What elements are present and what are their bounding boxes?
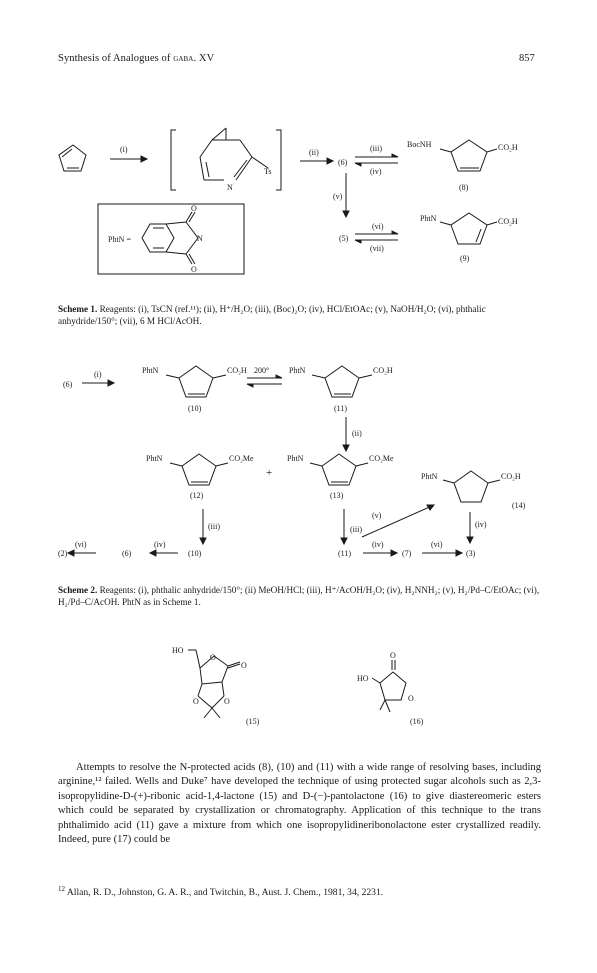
- s2-label-phtn-13: PhtN: [287, 454, 304, 463]
- s2-label-10: (10): [188, 404, 202, 413]
- bracket-right: [276, 130, 281, 190]
- s2-label-co2me-13: CO₂Me: [369, 454, 394, 463]
- s2-label-10b: (10): [188, 549, 202, 558]
- s2-label-13: (13): [330, 491, 344, 500]
- s2-label-vi-bottom: (vi): [431, 540, 443, 549]
- s2-label-11b: (11): [338, 549, 352, 558]
- phthalimide-structure: [142, 212, 198, 264]
- s2-label-temp: 200°: [254, 366, 270, 375]
- scheme-1-caption: Scheme 1. Reagents: (i), TsCN (ref.¹¹); (ii), H⁺/H₂O; (iii), (Boc)₂O; (iv), HCl/EtOAc; (v), NaOH/H₂O; (vi), phthalic anhydride/150°; (vii), 6 M HCl/AcOH.: [58, 304, 486, 326]
- label-bocnh: BocNH: [407, 140, 432, 149]
- label-co2h-8: CO₂H: [498, 143, 518, 152]
- label-5: (5): [339, 234, 349, 243]
- label-n: N: [227, 183, 233, 192]
- s16-label-o-ring: O: [408, 694, 414, 703]
- label-phthalimide-n: N: [197, 234, 203, 243]
- label-co2h-9: CO₂H: [498, 217, 518, 226]
- s15-label-ho: HO: [172, 646, 184, 655]
- label-iii: (iii): [370, 144, 382, 153]
- label-phtn-eq: PhtN =: [108, 235, 131, 244]
- s2-label-co2h-10: CO₂H: [227, 366, 247, 375]
- s2-label-ii: (ii): [352, 429, 362, 438]
- s2-label-2: (2): [58, 549, 68, 558]
- scheme-2-diagram: [0, 340, 597, 600]
- compound-12-ring: [182, 454, 216, 485]
- s15-label-o-right: O: [224, 697, 230, 706]
- footnote: $^{12}$ Allan, R. D., Johnston, G. A. R., and Twitchin, B., Aust. J. Chem., 1981, 34, 2231.: [58, 885, 384, 899]
- s2-label-6: (6): [63, 380, 73, 389]
- compound-14-ring: [454, 471, 488, 502]
- s2-label-iv-bottom: (iv): [372, 540, 384, 549]
- s2-label-phtn-11: PhtN: [289, 366, 306, 375]
- s2-label-phtn-12: PhtN: [146, 454, 163, 463]
- s2-label-co2h-14: CO₂H: [501, 472, 521, 481]
- label-ts: Ts: [264, 167, 272, 176]
- running-title: Synthesis of Analogues of gaba. XV: [58, 53, 215, 64]
- s2-label-co2h-11: CO₂H: [373, 366, 393, 375]
- scheme-2-caption: Scheme 2. Reagents: (i), phthalic anhydride/150°; (ii) MeOH/HCl; (iii), H⁺/AcOH/H₂O; (iv), H₂NNH₂; (v), H₂/Pd–C/EtOAc; (vi), H₂/Pd–C/AcOH. PhtN as in Scheme 1.: [58, 585, 540, 607]
- label-ii: (ii): [309, 148, 319, 157]
- s16-label-ho: HO: [357, 674, 369, 683]
- structure-16: [372, 660, 406, 712]
- bicyclic-intermediate: [200, 128, 268, 180]
- bracket-left: [171, 130, 176, 190]
- s2-label-6b: (6): [122, 549, 132, 558]
- body-paragraph: Attempts to resolve the N-protected acids (8), (10) and (11) with a wide range of resolving bases, including arginine,¹² failed. Wells and Duke⁷ have developed the technique of using protected sugar alcohols such as 2,3-isopropylidine-D-(+)-ribonic acid-1,4-lactone (15) and D-(−)-pantolactone (16) to give diastereomeric esters which could be separated by crystallization or chromatography. Application of this technique to the trans phthalimido acid (11) gave a mixture from which one isopropylidineribonolactone ester crystallized readily. Indeed, pure (17) could be: [58, 762, 541, 846]
- arrow-s2-v: [362, 505, 434, 537]
- label-o-bottom: O: [191, 265, 197, 274]
- s2-label-11: (11): [334, 404, 348, 413]
- label-vi: (vi): [372, 222, 384, 231]
- s2-label-co2me-12: CO₂Me: [229, 454, 254, 463]
- compound-11-ring: [325, 366, 359, 397]
- cyclopentadiene-ring: [59, 145, 86, 171]
- label-vii: (vii): [370, 244, 384, 253]
- s2-plus: +: [266, 467, 273, 479]
- s2-label-iv-right: (iv): [475, 520, 487, 529]
- label-o-top: O: [191, 204, 197, 213]
- s2-label-phtn-14: PhtN: [421, 472, 438, 481]
- s15-label-o-carbonyl: O: [241, 661, 247, 670]
- label-phtn-9: PhtN: [420, 214, 437, 223]
- compound-8-ring: [451, 140, 487, 171]
- compound-9-ring: [451, 213, 487, 244]
- lactone-structures: [0, 630, 597, 730]
- label-6: (6): [338, 158, 348, 167]
- s15-label-o-ring: O: [210, 653, 216, 662]
- label-v: (v): [333, 192, 343, 201]
- label-9: (9): [460, 254, 470, 263]
- s2-label-14: (14): [512, 501, 526, 510]
- s15-label-15: (15): [246, 717, 260, 726]
- s2-label-phtn-10: PhtN: [142, 366, 159, 375]
- label-i: (i): [120, 145, 128, 154]
- s15-label-o-left: O: [193, 697, 199, 706]
- page-number: 857: [519, 53, 535, 64]
- label-8: (8): [459, 183, 469, 192]
- scheme-1-diagram: [0, 0, 597, 340]
- s2-label-v: (v): [372, 511, 382, 520]
- s2-label-vi-left: (vi): [75, 540, 87, 549]
- compound-13-ring: [322, 454, 356, 485]
- s2-label-3: (3): [466, 549, 476, 558]
- s16-label-16: (16): [410, 717, 424, 726]
- s2-label-iii-right: (iii): [350, 525, 362, 534]
- s2-label-i: (i): [94, 370, 102, 379]
- compound-10-ring: [179, 366, 213, 397]
- s16-label-o-carbonyl: O: [390, 651, 396, 660]
- s2-label-iii-left: (iii): [208, 522, 220, 531]
- s2-label-iv-left: (iv): [154, 540, 166, 549]
- s2-label-12: (12): [190, 491, 204, 500]
- label-iv: (iv): [370, 167, 382, 176]
- s2-label-7: (7): [402, 549, 412, 558]
